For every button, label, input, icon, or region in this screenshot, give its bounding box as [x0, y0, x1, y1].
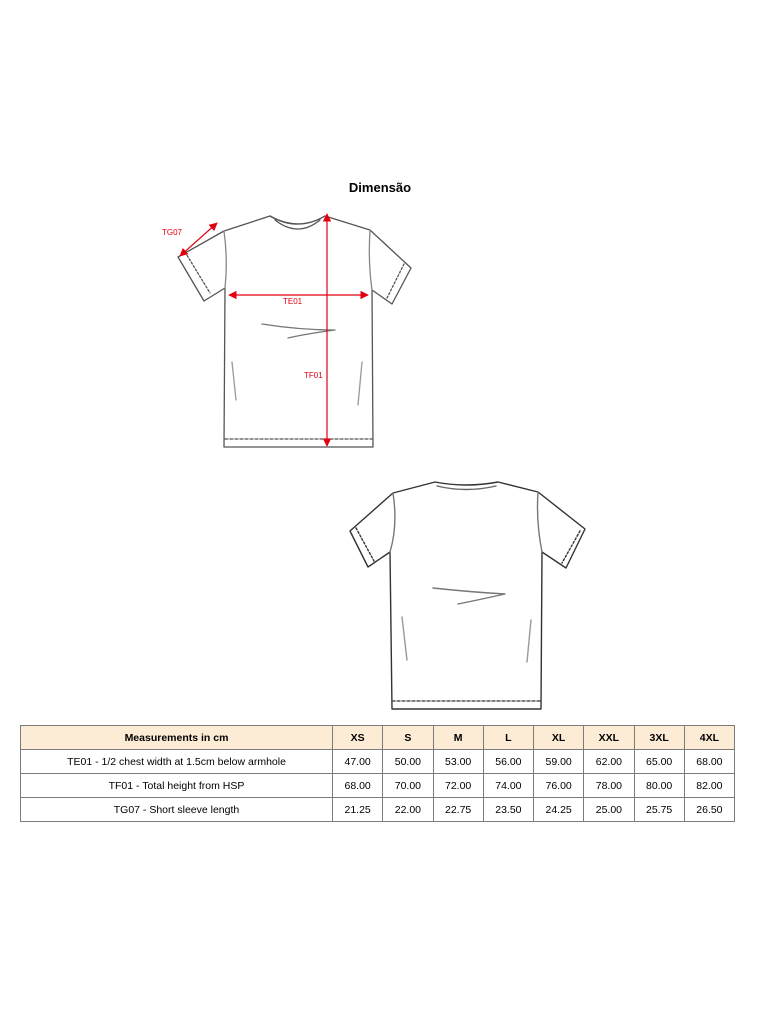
table-cell: 65.00: [634, 750, 684, 774]
table-cell: 72.00: [433, 774, 483, 798]
table-row: [21, 774, 735, 798]
table-cell: 25.75: [634, 798, 684, 822]
table-header-size: XL: [534, 726, 584, 750]
tshirt-front: [178, 216, 411, 447]
table-cell: 82.00: [684, 774, 734, 798]
table-row: [21, 798, 735, 822]
height-label: TF01: [304, 371, 323, 380]
table-cell: 62.00: [584, 750, 634, 774]
row-label: TE01 - 1/2 chest width at 1.5cm below armhole: [21, 750, 333, 774]
table-cell: 56.00: [483, 750, 533, 774]
table-header-size: L: [483, 726, 533, 750]
table-cell: 70.00: [383, 774, 433, 798]
table-cell: 22.00: [383, 798, 433, 822]
table-cell: 59.00: [534, 750, 584, 774]
table-cell: 68.00: [684, 750, 734, 774]
table-cell: 21.25: [333, 798, 383, 822]
table-header-size: XXL: [584, 726, 634, 750]
row-label: TF01 - Total height from HSP: [21, 774, 333, 798]
row-label: TG07 - Short sleeve length: [21, 798, 333, 822]
sleeve-label: TG07: [162, 228, 183, 237]
table-header-size: M: [433, 726, 483, 750]
chest-label: TE01: [283, 297, 303, 306]
table-cell: 78.00: [584, 774, 634, 798]
table-cell: 68.00: [333, 774, 383, 798]
tshirt-back: [350, 482, 585, 709]
table-header-size: S: [383, 726, 433, 750]
table-cell: 24.25: [534, 798, 584, 822]
table-header-size: XS: [333, 726, 383, 750]
table-cell: 23.50: [483, 798, 533, 822]
table-cell: 25.00: [584, 798, 634, 822]
page-title: Dimensão: [348, 180, 412, 195]
table-cell: 26.50: [684, 798, 734, 822]
table-row: [21, 750, 735, 774]
table-header-measurement: Measurements in cm: [21, 726, 333, 750]
table-header-size: 4XL: [684, 726, 734, 750]
table-cell: 50.00: [383, 750, 433, 774]
table-cell: 53.00: [433, 750, 483, 774]
table-header-row: [21, 726, 735, 750]
table-cell: 76.00: [534, 774, 584, 798]
table-cell: 22.75: [433, 798, 483, 822]
table-cell: 47.00: [333, 750, 383, 774]
table-cell: 80.00: [634, 774, 684, 798]
table-cell: 74.00: [483, 774, 533, 798]
table-header-size: 3XL: [634, 726, 684, 750]
size-table: [20, 725, 735, 822]
